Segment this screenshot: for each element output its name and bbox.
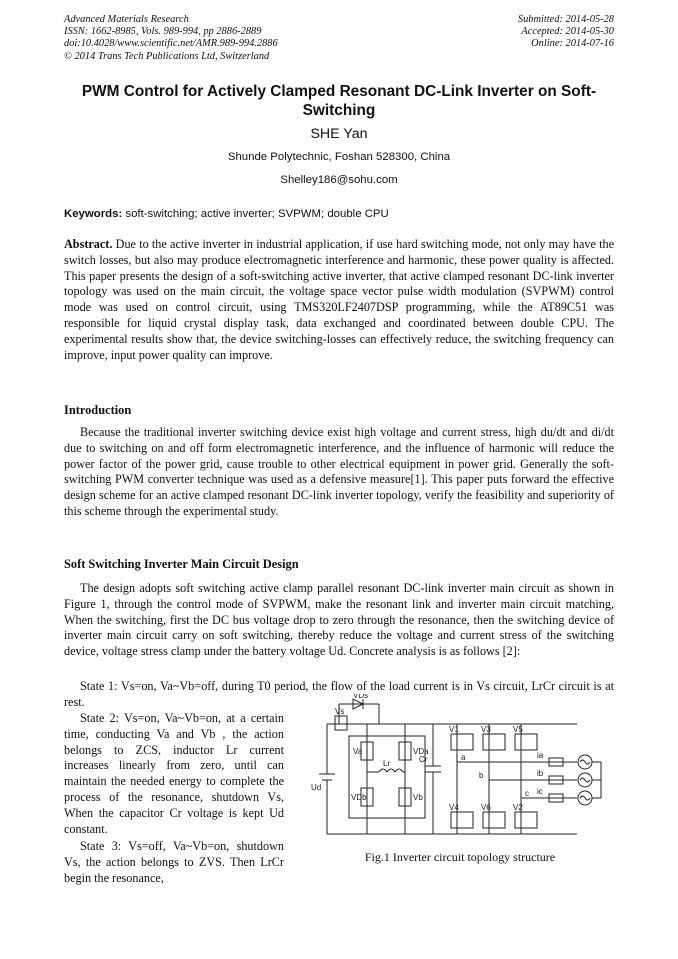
label-va: Va xyxy=(353,747,363,756)
state1-text: State 1: Vs=on, Va~Vb=off, during T0 period, the flow of the load current is in Vs circuit, LrCr circuit is at rest. xyxy=(64,679,614,709)
header-left xyxy=(64,14,278,63)
introduction-text: Because the traditional inverter switching device exist high voltage and current stress, high du/dt and di/dt due to switching on and off form electromagnetic interference, and the influence of harmonic will reduce the power factor of the power grid, cause trouble to other electrical equipment in power grid. Generally the soft-switching PWM converter technique was used as a defensive measure[1]. This paper puts forward the effective design scheme for an active clamped resonant DC-link inverter topology, verify the feasibility and superiority of this scheme through the experimental study. xyxy=(64,425,614,518)
label-vs: Vs xyxy=(335,707,345,716)
label-vb: Vb xyxy=(413,793,423,802)
label-ib: ib xyxy=(537,769,544,778)
label-v4: V4 xyxy=(449,803,459,812)
state3-text: State 3: Vs=off, Va~Vb=on, shutdown Vs, the action belongs to ZVS. Then LrCr begin the resonance, xyxy=(64,839,284,885)
label-v5: V5 xyxy=(513,725,523,734)
abstract-text: Due to the active inverter in industrial application, if use hard switching mode, not only may have the switch losses, but also may produce electromagnetic interference and harmonic, these power quality is affected. This paper presents the design of a soft-switching active inverter, that active clamped resonant DC-link inverter topology was used on the main circuit, the voltage space vector pulse width modulation (SVPWM) control mode was used on control circuit, using TMS320LF2407DSP programming, while the AT89C51 was responsible for liquid crystal display task, data exchanged and coordinated between double CPU. The experimental results show that, the device switching-losses can effectively reduce, the switching frequency can improve, input power quality can improve. xyxy=(64,237,615,362)
section2-heading: Soft Switching Inverter Main Circuit Design xyxy=(64,557,299,571)
label-ia: ia xyxy=(537,751,544,760)
doi: doi:10.4028/www.scientific.net/AMR.989-994.2886 xyxy=(64,38,278,50)
introduction-heading: Introduction xyxy=(64,403,132,417)
figure-caption: Fig.1 Inverter circuit topology structure xyxy=(364,850,556,864)
header-right xyxy=(518,14,614,51)
abstract xyxy=(64,237,614,363)
issn: ISSN: 1662-8985, Vols. 989-994, pp 2886-2889 xyxy=(64,26,262,38)
online-date: Online: 2014-07-16 xyxy=(531,38,614,50)
label-ud: Ud xyxy=(311,783,322,792)
label-vda: VDa xyxy=(413,747,429,756)
keywords-label: Keywords: xyxy=(64,208,123,220)
keywords xyxy=(64,208,614,220)
keywords-text: soft-switching; active inverter; SVPWM; double CPU xyxy=(125,208,389,220)
label-ic: ic xyxy=(537,787,543,796)
author-name: SHE Yan xyxy=(310,126,368,142)
submitted-date: Submitted: 2014-05-28 xyxy=(517,14,614,25)
label-c: c xyxy=(525,789,529,798)
label-v1: V1 xyxy=(449,725,459,734)
section2-text: The design adopts soft switching active clamp parallel resonant DC-link inverter main circuit as shown in Figure 1, through the control mode of SVPWM, make the resonant link and inverter main circuit matching, When the switching, first the DC bus voltage drop to zero through the resonance, then the switching device of inverter main circuit carry on soft switching, thereby reduce the voltage and current stress of the switching device, voltage stress clamp under the battery voltage Ud. Concrete analysis is as follows [2]: xyxy=(64,581,614,659)
accepted-date: Accepted: 2014-05-30 xyxy=(521,26,614,38)
label-vds: VDs xyxy=(353,694,369,700)
paper-title: PWM Control for Actively Clamped Resonant DC-Link Inverter on Soft-Switching xyxy=(81,83,597,119)
journal-name: Advanced Materials Research xyxy=(64,14,189,25)
author-email[interactable]: Shelley186@sohu.com xyxy=(280,174,398,186)
state2-text: State 2: Vs=on, Va~Vb=on, at a certain time, conducting Va and Vb , the action belongs to ZCS, inductor Lr current increases linearly from zero, until can maintain the needed energy to complete the process of the resonance, shutdown Vs, When the capacitor Cr voltage is kept Ud constant. xyxy=(64,711,284,836)
copyright: © 2014 Trans Tech Publications Ltd, Switzerland xyxy=(64,50,270,62)
label-a: a xyxy=(461,753,466,762)
label-lr: Lr xyxy=(383,759,391,768)
label-vdb: VDb xyxy=(351,793,367,802)
label-v2: V2 xyxy=(513,803,523,812)
abstract-label: Abstract. xyxy=(64,237,113,251)
label-v6: V6 xyxy=(481,803,491,812)
affiliation: Shunde Polytechnic, Foshan 528300, China xyxy=(227,151,451,163)
label-v3: V3 xyxy=(481,725,491,734)
inverter-circuit-diagram xyxy=(309,694,611,848)
circuit-figure xyxy=(309,694,611,848)
label-cr: Cr xyxy=(419,755,428,764)
label-b: b xyxy=(479,771,484,780)
